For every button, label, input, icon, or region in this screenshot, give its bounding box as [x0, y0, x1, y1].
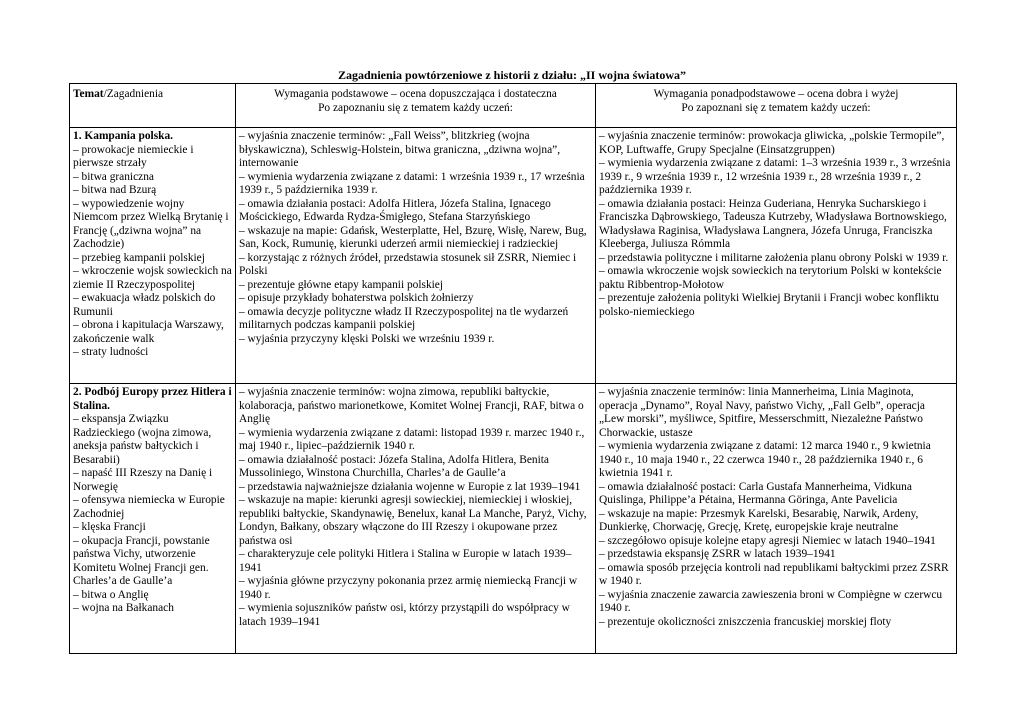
basic-requirement-item: – korzystając z różnych źródeł, przedstawia stosunek sił ZSRR, Niemiec i Polski	[239, 251, 577, 277]
table-row	[70, 128, 957, 384]
topic-item: – bitwa nad Bzurą	[73, 184, 157, 196]
basic-requirement-item: – omawia decyzje polityczne władz II Rzeczypospolitej na tle wydarzeń militarnych podczas kampanii polskiej	[239, 305, 569, 331]
header-basic-line1: Wymagania podstawowe – ocena dopuszczająca i dostateczna	[274, 88, 557, 100]
topic-item: – prowokacje niemieckie i pierwsze strzały	[73, 143, 194, 169]
basic-requirement-item: – przedstawia najważniejsze działania wojenne w Europie z lat 1939–1941	[239, 480, 581, 493]
basic-requirement-item: – wymienia wydarzenia związane z datami: listopad 1939 r. marzec 1940 r., maj 1940 r., lipiec–październik 1940 r.	[239, 426, 585, 452]
requirements-table	[69, 83, 957, 654]
topic-item: – przebieg kampanii polskiej	[73, 251, 205, 264]
advanced-requirement-item: – wymienia wydarzenia związane z datami: 12 marca 1940 r., 9 kwietnia 1940 r., 10 maja 1940 r., 22 czerwca 1940 r., 28 października 1940 r., 6 kwietnia 1941 r.	[599, 440, 931, 479]
advanced-requirement-item: – wyjaśnia znaczenie terminów: prowokacja gliwicka, „polskie Termopile”, KOP, Luftwaffe, Grupy Specjalne (Einsatzgruppen)	[599, 130, 945, 156]
topic-item: – ewakuacja władz polskich do Rumunii	[73, 292, 216, 318]
topic-item: – obrona i kapitulacja Warszawy, zakończenie walk	[73, 319, 224, 345]
basic-requirement-item: – charakteryzuje cele polityki Hitlera i Stalina w Europie w latach 1939–1941	[239, 548, 572, 574]
topic-item: – bitwa graniczna	[73, 170, 154, 183]
topic-item: – straty ludności	[73, 346, 149, 358]
topic-item: – wkroczenie wojsk sowieckich na ziemie II Rzeczypospolitej	[73, 265, 232, 291]
basic-requirement-item: – prezentuje główne etapy kampanii polskiej	[239, 278, 444, 291]
header-basic-line2: Po zapoznaniu się z tematem każdy uczeń:	[318, 101, 513, 114]
header-advanced	[596, 84, 957, 128]
basic-requirements-cell	[236, 128, 596, 384]
topic-item: – klęska Francji	[73, 521, 146, 533]
advanced-requirement-item: – przedstawia ekspansję ZSRR w latach 1939–1941	[599, 548, 836, 560]
topic-title: 1. Kampania polska.	[73, 130, 174, 142]
advanced-requirement-item: – omawia działania postaci: Heinza Guderiana, Henryka Sucharskiego i Franciszka Dąbrowskiego, Tadeusza Kutrzeby, Władysława Bortnowskiego, Władysława Raginisa, Władysława Langnera, Józefa Unruga, Franciszka Kleeberga, Juliusza Rómmla	[599, 197, 947, 250]
topic-item: – ofensywa niemiecka w Europie Zachodniej	[73, 494, 225, 520]
topic-item: – wojna na Bałkanach	[73, 602, 174, 614]
basic-requirements-cell	[236, 384, 596, 654]
advanced-requirement-item: – wyjaśnia znaczenie terminów: linia Mannerheima, Linia Maginota, operacja „Dynamo”, Royal Navy, państwo Vichy, „Fall Gelb”, operacja „Lew morski”, myśliwce, Spitfire, Messerschmitt, Niezależne Państwo Chorwackie, ustasze	[599, 386, 925, 439]
topic-item: – bitwa o Anglię	[73, 588, 149, 601]
advanced-requirement-item: – prezentuje założenia polityki Wielkiej Brytanii i Francji wobec konfliktu polsko-niemieckiego	[599, 292, 939, 318]
basic-requirement-item: – wskazuje na mapie: kierunki agresji sowieckiej, niemieckiej i włoskiej, republiki bałtyckie, Skandynawię, Benelux, kanał La Manche, Paryż, Vichy, Londyn, Bałkany, obszary włączone do III Rzeszy i okupowane przez państwa osi	[239, 494, 587, 547]
advanced-requirement-item: – omawia sposób przejęcia kontroli nad republikami bałtyckimi przez ZSRR w 1940 r.	[599, 561, 949, 587]
advanced-requirements-cell	[596, 128, 957, 384]
advanced-requirement-item: – przedstawia polityczne i militarne założenia planu obrony Polski w 1939 r.	[599, 251, 949, 264]
advanced-requirement-item: – wymienia wydarzenia związane z datami: 1–3 września 1939 r., 3 września 1939 r., 9 września 1939 r., 12 września 1939 r., 28 września 1939 r., 2 października 1939 r.	[599, 157, 951, 196]
advanced-requirements-cell	[596, 384, 957, 654]
header-topic	[70, 84, 236, 128]
basic-requirement-item: – wskazuje na mapie: Gdańsk, Westerplatte, Hel, Bzurę, Wisłę, Narew, Bug, San, Kock, Rumunię, kierunki uderzeń armii niemieckiej i radzieckiej	[239, 224, 587, 250]
advanced-requirement-item: – omawia działalność postaci: Carla Gustafa Mannerheima, Vidkuna Quislinga, Philippe’a Pétaina, Hermanna Göringa, Ante Pavelicia	[599, 480, 912, 506]
topic-item: – wypowiedzenie wojny Niemcom przez Wielką Brytanię i Francję („dziwna wojna” na Zachodzie)	[73, 197, 229, 250]
basic-requirement-item: – wyjaśnia główne przyczyny pokonania przez armię niemiecką Francji w 1940 r.	[239, 575, 578, 601]
advanced-requirement-item: – szczegółowo opisuje kolejne etapy agresji Niemiec w latach 1940–1941	[599, 534, 936, 547]
advanced-requirement-item: – prezentuje okoliczności zniszczenia francuskiej morskiej floty	[599, 615, 892, 628]
basic-requirement-item: – wymienia wydarzenia związane z datami: 1 września 1939 r., 17 września 1939 r., 5 października 1939 r.	[239, 170, 585, 196]
basic-requirement-item: – omawia działania postaci: Adolfa Hitlera, Józefa Stalina, Ignacego Mościckiego, Edwarda Rydza-Śmigłego, Stefana Starzyńskiego	[239, 197, 551, 223]
basic-requirement-item: – wymienia sojuszników państw osi, którzy przystąpili do współpracy w latach 1939–1941	[239, 602, 570, 628]
basic-requirement-item: – wyjaśnia przyczyny klęski Polski we wrześniu 1939 r.	[239, 332, 495, 345]
document-title: Zagadnienia powtórzeniowe z historii z działu: „II wojna światowa”	[338, 68, 686, 82]
basic-requirement-item: – omawia działalność postaci: Józefa Stalina, Adolfa Hitlera, Benita Mussoliniego, Winstona Churchilla, Charles’a de Gaulle’a	[239, 453, 549, 479]
topic-cell	[70, 128, 236, 384]
header-topic-bold: Temat	[73, 88, 104, 100]
topic-item: – napaść III Rzeszy na Danię i Norwegię	[73, 467, 213, 493]
basic-requirement-item: – wyjaśnia znaczenie terminów: wojna zimowa, republiki bałtyckie, kolaboracja, państwo marionetkowe, Komitet Wolnej Francji, RAF, bitwa o Anglię	[239, 386, 584, 425]
advanced-requirement-item: – omawia wkroczenie wojsk sowieckich na terytorium Polski w kontekście paktu Ribbentrop-Mołotow	[599, 265, 942, 291]
header-advanced-line2: Po zapoznani się z tematem każdy uczeń:	[681, 101, 871, 114]
topic-item: – okupacja Francji, powstanie państwa Vichy, utworzenie Komitetu Wolnej Francji gen. Charles’a de Gaulle’a	[73, 534, 210, 587]
header-advanced-line1: Wymagania ponadpodstawowe – ocena dobra i wyżej	[653, 88, 899, 100]
topic-title: 2. Podbój Europy przez Hitlera i Stalina.	[73, 386, 232, 412]
basic-requirement-item: – opisuje przykłady bohaterstwa polskich żołnierzy	[239, 292, 474, 304]
header-basic	[236, 84, 596, 128]
basic-requirement-item: – wyjaśnia znaczenie terminów: „Fall Weiss”, blitzkrieg (wojna błyskawiczna), Schleswig-Holstein, bitwa graniczna, „dziwna wojna”, internowanie	[239, 130, 561, 169]
topic-cell	[70, 384, 236, 654]
table-header-row	[70, 84, 957, 128]
header-topic-rest: /Zagadnienia	[103, 88, 164, 100]
advanced-requirement-item: – wyjaśnia znaczenie zawarcia zawieszenia broni w Compiègne w czerwcu 1940 r.	[599, 588, 943, 614]
table-row	[70, 384, 957, 654]
advanced-requirement-item: – wskazuje na mapie: Przesmyk Karelski, Besarabię, Narwik, Ardeny, Dunkierkę, Chorwację, Grecję, Kretę, europejskie kraje neutralne	[599, 507, 919, 533]
topic-item: – ekspansja Związku Radzieckiego (wojna zimowa, aneksja państw bałtyckich i Besarabii)	[73, 413, 212, 466]
